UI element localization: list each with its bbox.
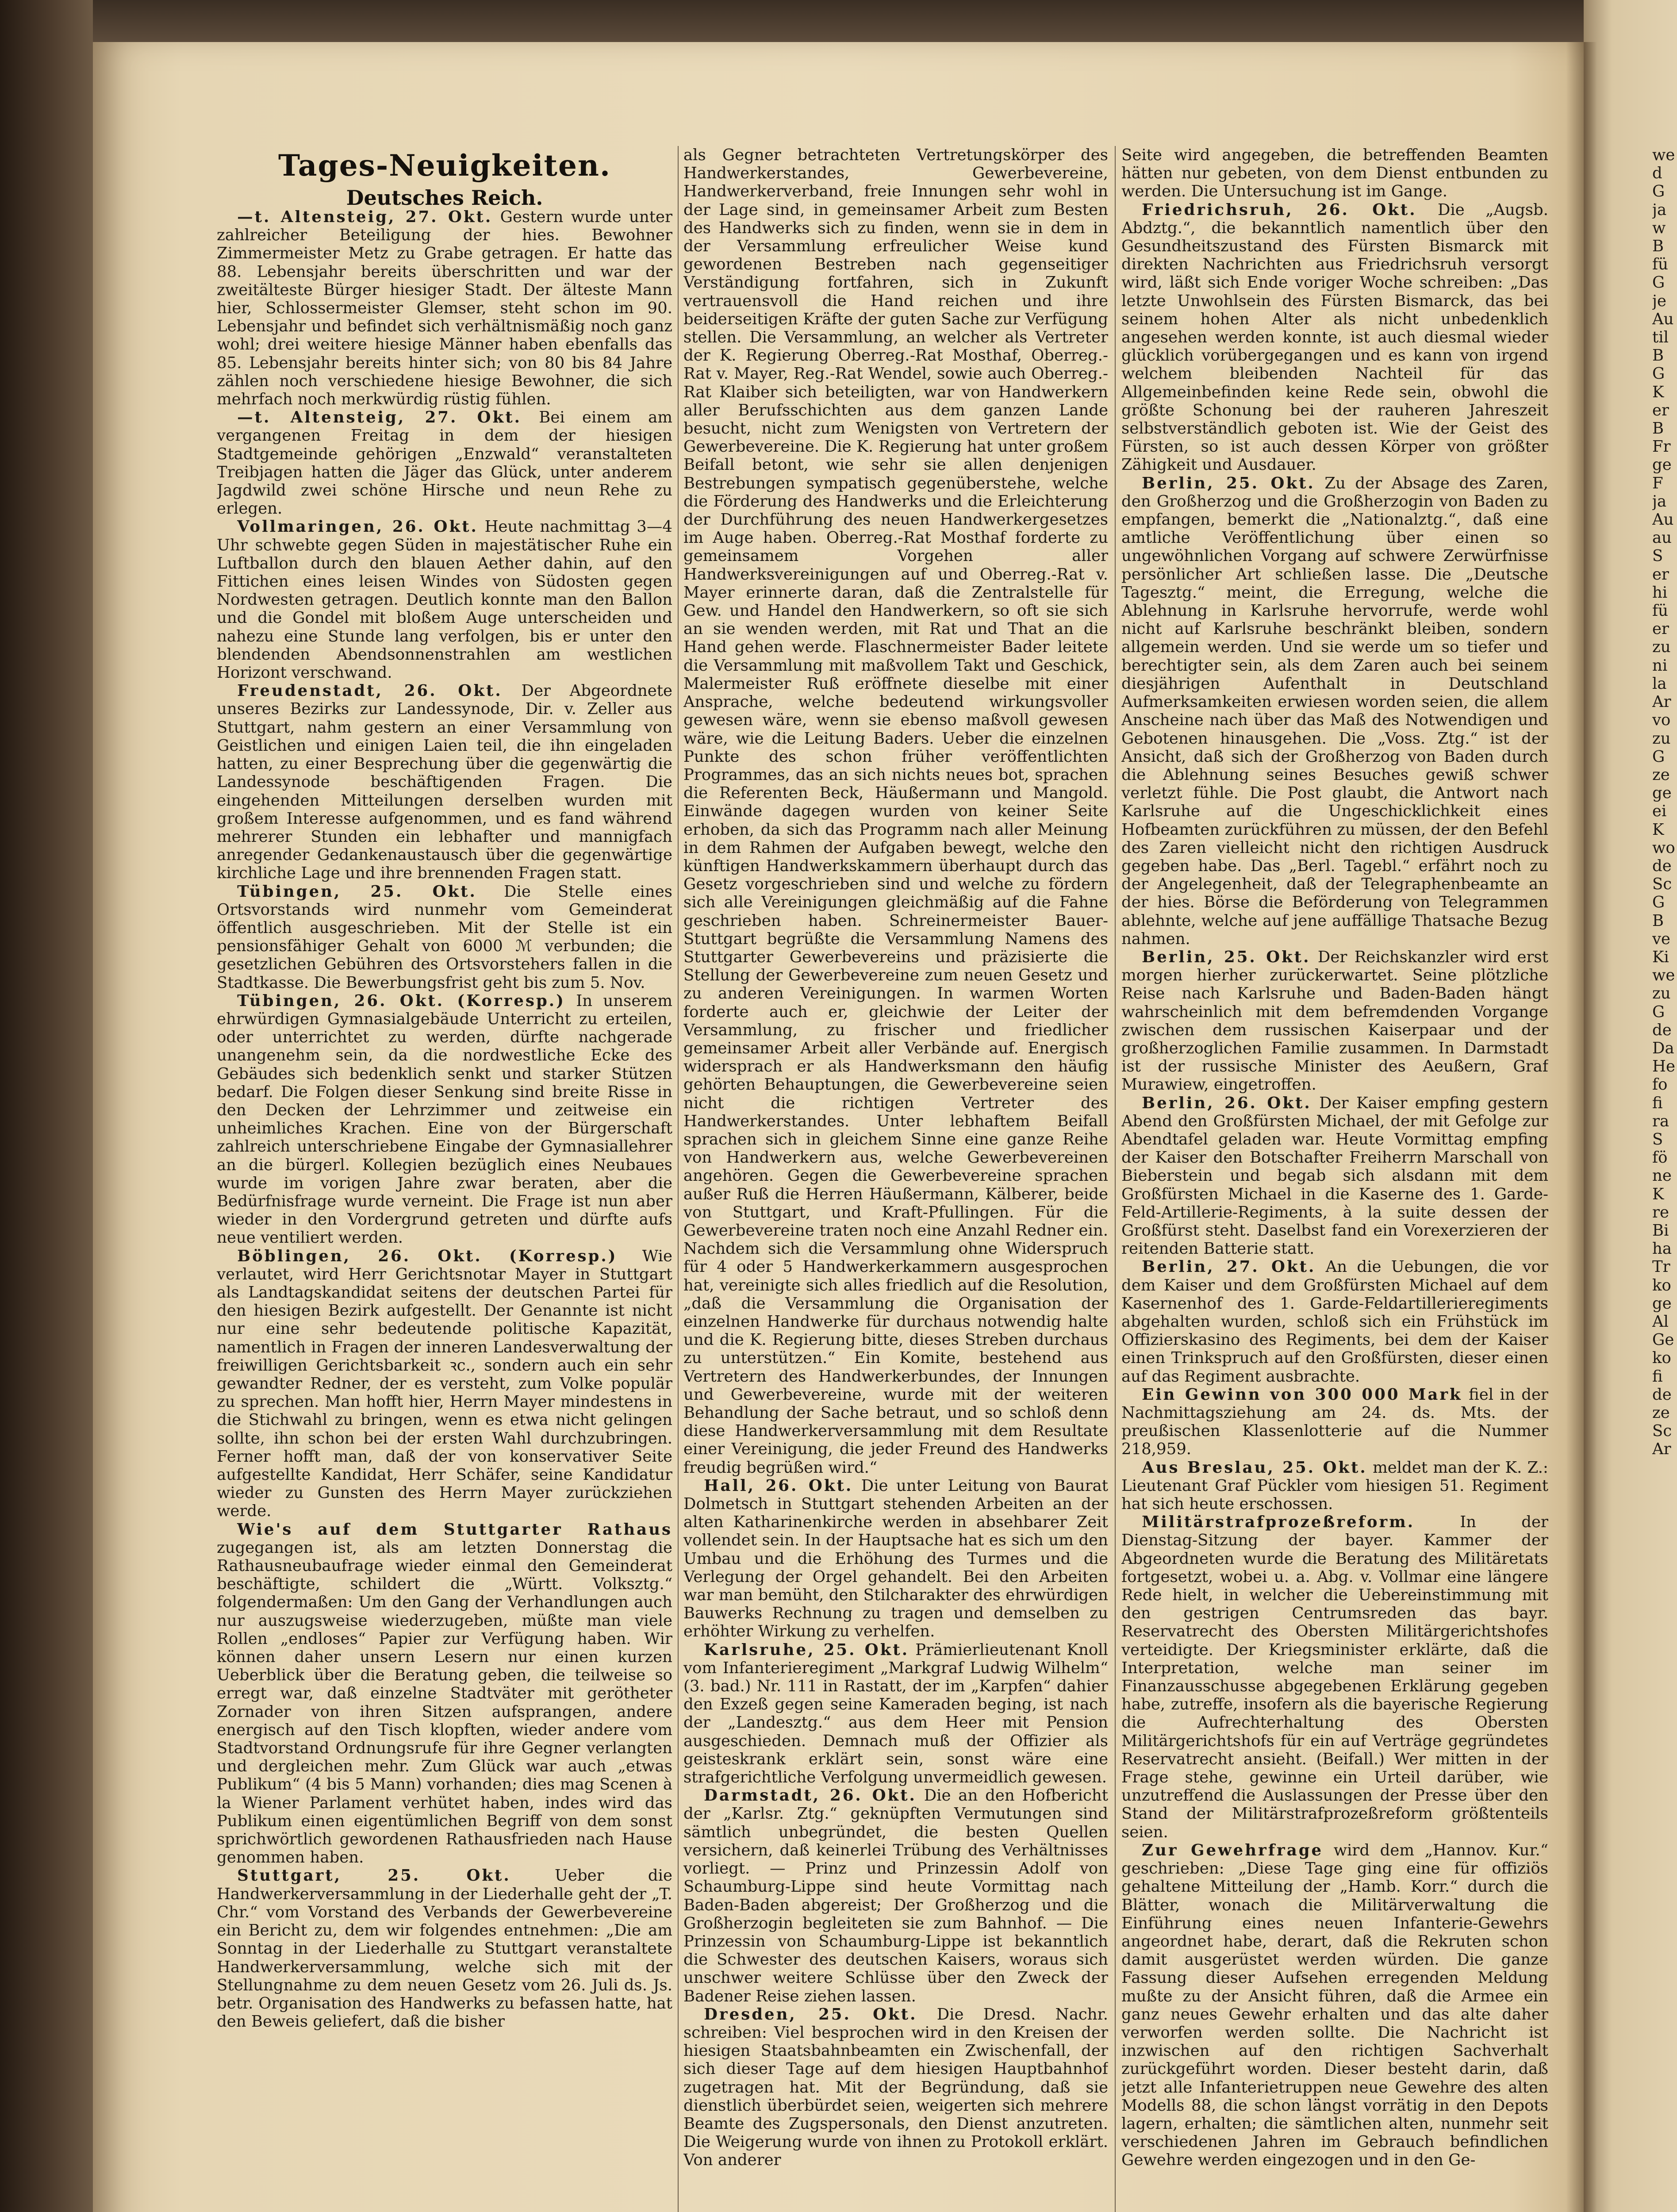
article-dateline: —t. Altensteig, 27. Okt.: [237, 208, 493, 226]
article-paragraph: [217, 208, 672, 408]
article-paragraph: [1121, 146, 1548, 201]
article-paragraph: [1121, 1459, 1548, 1513]
facing-page-line-fragment: G: [1652, 893, 1665, 912]
article-text: Der Kaiser empfing gestern Abend den Großfürsten Michael, der mit Gefolge zur Abendtafel geladen war. Heute Vormittag empfing der Kaiser den Botschafter Freiherrn Marschall von Bieberstein und begab sich alsdann mit dem Großfürsten Michael in die Kaserne des 1. Garde-Feld-Artillerie-Regiments, à la suite dessen der Großfürst steht. Daselbst fand ein Vorexerzieren der reitenden Batterie statt.: [1121, 1094, 1548, 1258]
facing-page-line-fragment: er: [1652, 620, 1669, 638]
article-paragraph: [217, 518, 672, 682]
facing-page-line-fragment: til: [1652, 328, 1669, 347]
column-3: [1121, 146, 1548, 2212]
facing-page-line-fragment: ge: [1652, 784, 1672, 803]
facing-page-line-fragment: er: [1652, 401, 1669, 419]
article-text: In der Dienstag-Sitzung der bayer. Kammer der Abgeordneten wurde die Beratung des Militäretats fortgesetzt, wobei u. a. Abg. v. Vollmar eine längere Rede hielt, in welcher die Uebereinstimmung mit den gestrigen Centrumsreden das bayr. Reservatrecht des Obersten Militärgerichtshofes verteidigte. Der Kriegsminister erklärte, daß die Interpretation, welche man seiner im Finanzausschusse abgegebenen Erklärung gegeben habe, zutreffe, insofern als die bayerische Regierung die Aufrechterhaltung des Obersten Militärgerichtshofs für ein auf Verträge gegründetes Reservatrecht ansieht. (Beifall.) Wer mitten in der Frage stehe, gewinne ein Urteil darüber, wie unzutreffend die Auslassungen der Presse über den Stand der Militärstrafprozeßreform größtenteils seien.: [1121, 1513, 1548, 1841]
article-paragraph: [1121, 1258, 1548, 1385]
facing-page-line-fragment: ko: [1652, 1276, 1671, 1294]
article-dateline: —t. Altensteig, 27. Okt.: [237, 408, 522, 427]
article-text: Der Reichskanzler wird erst morgen hierher zurückerwartet. Seine plötzliche Reise nach Karlsruhe und Baden-Baden hängt wahrscheinlich mit dem befremdenden Vorgange zwischen dem russischen Kaiserpaar und der großherzoglichen Familie zusammen. In Darmstadt ist der russische Minister des Aeußern, Graf Murawiew, eingetroffen.: [1121, 948, 1548, 1094]
facing-page-line-fragment: au: [1652, 529, 1672, 547]
facing-page-line-fragment: Bi: [1652, 1221, 1669, 1240]
facing-page-line-fragment: re: [1652, 1203, 1669, 1221]
article-text: Die an den Hofbericht der „Karlsr. Ztg.“ geknüpften Vermutungen sind sämtlich unbegründet, die besten Quellen versichern, daß keinerlei Trübung des Verhältnisses vorliegt. — Prinz und Prinzessin Adolf von Schaumburg-Lippe sind heute Vormittag nach Baden-Baden abgereist; Der Großherzog und die Großherzogin begleiteten sie zum Bahnhof. — Die Prinzessin von Schaumburg-Lippe ist bekanntlich die Schwester des deutschen Kaisers, woraus sich unschwer weitere Schlüsse über den Zweck der Badener Reise ziehen lassen.: [683, 1786, 1108, 2005]
article-dateline: Vollmaringen, 26. Okt.: [237, 518, 478, 536]
column-rule-1: [678, 146, 679, 2212]
book-binding-edge: [0, 0, 93, 2212]
article-paragraph: [217, 682, 672, 882]
article-text: Zu der Absage des Zaren, den Großherzog und die Großherzogin von Baden zu empfangen, bemerkt die „Nationalztg.“, daß eine amtliche Veröffentlichung über einen so ungewöhnlichen Vorgang auf schwere Zerwürfnisse persönlicher Art schließen lasse. Die „Deutsche Tagesztg.“ meint, die Erregung, welche die Ablehnung in Karlsruhe hervorrufe, werde wohl nicht auf Karlsruhe beschränkt bleiben, sondern allgemein werden. Und sie werde um so tiefer und berechtigter sein, als dem Zaren auch bei seinem diesjährigen Aufenthalt in Deutschland Aufmerksamkeiten erwiesen worden seien, die allem Anscheine nach über das Maß des Notwendigen und Gebotenen hinausgehen. Die „Voss. Ztg.“ ist der Ansicht, daß sich der Großherzog von Baden durch die Ablehnung seines Besuches gewiß schwer verletzt fühle. Die Post glaubt, die Antwort nach Karlsruhe auf die Ungeschicklichkeit eines Hofbeamten zurückführen zu müssen, der den Befehl des Zaren vielleicht nicht den richtigen Ausdruck gegeben habe. Das „Berl. Tagebl.“ erfährt noch zu der Angelegenheit, daß der Telegraphenbeamte an der hies. Börse die Beförderung von Telegrammen ablehnte, welche auf jene auffällige Thatsache Bezug nahmen.: [1121, 474, 1548, 948]
facing-page-line-fragment: de: [1652, 856, 1672, 875]
facing-page-line-fragment: fo: [1652, 1075, 1668, 1094]
article-paragraph: [217, 1866, 672, 2031]
facing-page-line-fragment: Al: [1652, 1313, 1669, 1331]
article-text: als Gegner betrachteten Vertretungskörper des Handwerkerstandes, Gewerbevereine, Handwerkerverband, freie Innungen sehr wohl in der Lage sind, in gemeinsamer Arbeit zum Besten des Handwerks sich zu finden, wenn sie in dem in der Versammlung erfreulicher Weise kund gewordenen Bestreben nach gegenseitiger Verständigung fortfahren, sich in Zukunft vertrauensvoll die Hand reichen und ihre beiderseitigen Kräfte der guten Sache zur Verfügung stellen. Die Versammlung, an welcher als Vertreter der K. Regierung Oberreg.-Rat Mosthaf, Oberreg.-Rat v. Mayer, Reg.-Rat Wendel, sowie auch Oberreg.-Rat Klaiber sich beteiligten, war von Handwerkern aller Berufsschichten aus dem ganzen Lande besucht, nicht zum Wenigsten von Vertretern der Gewerbevereine. Die K. Regierung hat unter großem Beifall betont, wie sehr sie allen denjenigen Bestrebungen sympatisch gegenüberstehe, welche die Förderung des Handwerks und die Erleichterung der Durchführung des neuen Handwerkergesetzes im Auge haben. Oberreg.-Rat Mosthaf forderte zu gemeinsamem Vorgehen aller Handwerksvereinigungen auf und Oberreg.-Rat v. Mayer erinnerte daran, daß die Zentralstelle für Gew. und Handel den Handwerkern, so oft sie sich an sie wenden werden, mit Rat und That an die Hand gehen werde. Flaschnermeister Bader leitete die Versammlung mit maßvollem Takt und Geschick, Malermeister Ruß eröffnete dieselbe mit einer Ansprache, welche bedeutend wirkungsvoller gewesen wäre, wenn sie ebenso maßvoll gewesen wäre, wie die Leitung Baders. Ueber die einzelnen Punkte des schon früher veröffentlichten Programmes, das an sich nichts neues bot, sprachen die Referenten Beck, Häußermann und Mangold. Einwände dagegen wurden von keiner Seite erhoben, da sich das Programm nach aller Meinung in dem Rahmen der Aufgaben bewegt, welche den künftigen Handwerkskammern überhaupt durch das Gesetz vorgeschrieben sind und welche zu fördern sich alle Vereinigungen gleichmäßig auf die Fahne geschrieben haben. Schreinermeister Bauer-Stuttgart begrüßte die Versammlung Namens des Stuttgarter Gewerbevereins und präzisierte die Stellung der Gewerbevereine zum neuen Gesetz und zu anderen Vereinigungen. In warmen Worten forderte auch er, gleichwie der Leiter der Versammlung, zu frischer und friedlicher gemeinsamer Arbeit aller Verbände auf. Energisch widersprach er als Handwerksmann den häufig gehörten Behauptungen, die Gewerbevereine seien nicht die richtigen Vertreter des Handwerkerstandes. Unter lebhaftem Beifall sprachen sich in gleichem Sinne eine ganze Reihe von Handwerkern aus, welche Gewerbevereinen angehören. Gegen die Gewerbevereine sprachen außer Ruß die Herren Häußermann, Kälberer, beide von Stuttgart, und Kraft-Pfullingen. Für die Gewerbevereine traten noch eine Anzahl Redner ein. Nachdem sich die Versammlung ohne Widerspruch für 4 oder 5 Handwerkerkammern ausgesprochen hat, vereinigte sich alles friedlich auf die Resolution, „daß die Versammlung die Organisation der einzelnen Handwerke für durchaus notwendig halte und die K. Regierung bitte, dieses Streben durchaus zu unterstützen.“ Ein Komite, bestehend aus Vertretern des Handwerkerbundes, der Innungen und Gewerbevereine, wurde mit der weiteren Behandlung der Sache betraut, und so schloß denn diese Handwerkerversammlung mit dem Resultate einer Vereinigung, die jeder Freund des Handwerks freudig begrüßen wird.“: [683, 146, 1108, 1477]
article-dateline: Ein Gewinn von 300 000 Mark: [1142, 1385, 1462, 1404]
facing-page-line-fragment: hi: [1652, 583, 1668, 602]
facing-page-line-fragment: wo: [1652, 838, 1675, 857]
column-2: [683, 146, 1108, 2212]
article-text: Gestern wurde unter zahlreicher Beteiligung der hies. Bewohner Zimmermeister Metz zu Grabe getragen. Er hatte das 88. Lebensjahr bereits überschritten und war der zweitälteste Bürger hiesiger Stadt. Der älteste Mann hier, Schlossermeister Glemser, steht schon im 90. Lebensjahr und befindet sich verhältnismäßig noch ganz wohl; drei weitere hiesige Männer haben ebenfalls das 85. Lebensjahr bereits hinter sich; von 80 bis 84 Jahre zählen noch verschiedene hiesige Bewohner, die sich mehrfach noch merkwürdig rüstig fühlen.: [217, 208, 672, 409]
facing-page-line-fragment: B: [1652, 911, 1664, 930]
facing-page-line-fragment: ge: [1652, 456, 1672, 474]
facing-page-line-fragment: w: [1652, 219, 1666, 237]
facing-page-line-fragment: zu: [1652, 638, 1671, 657]
article-dateline: Berlin, 25. Okt.: [1142, 474, 1315, 492]
article-paragraph: [1121, 1841, 1548, 2170]
facing-page-line-fragment: ja: [1652, 200, 1667, 219]
article-paragraph: [217, 883, 672, 992]
article-dateline: Berlin, 26. Okt.: [1142, 1094, 1312, 1112]
column-rule-2: [1115, 146, 1116, 2212]
facing-page-line-fragment: Ki: [1652, 948, 1669, 966]
facing-page-line-fragment: K: [1652, 383, 1664, 401]
facing-page-line-fragment: F: [1652, 474, 1663, 492]
section-heading: Tages-Neuigkeiten.: [278, 148, 611, 183]
article-text: Heute nachmittag 3—4 Uhr schwebte gegen Süden in majestätischer Ruhe ein Luftballon durch den blauen Aether dahin, auf den Fittichen eines leisen Windes von Südosten gegen Nordwesten getragen. Deutlich konnte man den Ballon und die Gondel mit bloßem Auge unterscheiden und nahezu eine Stunde lang verfolgen, bis er unter den blendenden Abendsonnenstrahlen am westlichen Horizont verschwand.: [217, 518, 672, 682]
facing-page-line-fragment: de: [1652, 1021, 1672, 1039]
facing-page-line-fragment: ha: [1652, 1240, 1672, 1258]
facing-page-line-fragment: ja: [1652, 492, 1667, 511]
article-text: meldet man der K. Z.: Lieutenant Graf Pückler vom hiesigen 51. Regiment hat sich heute erschossen.: [1121, 1458, 1548, 1513]
article-paragraph: [683, 1641, 1108, 1787]
article-paragraph: [683, 1477, 1108, 1641]
facing-page-line-fragment: we: [1652, 966, 1675, 985]
facing-page-line-fragment: ra: [1652, 1112, 1669, 1130]
facing-page-line-fragment: ve: [1652, 929, 1671, 948]
facing-page-line-fragment: d: [1652, 164, 1662, 183]
article-paragraph: [683, 1786, 1108, 2005]
facing-page-line-fragment: G: [1652, 747, 1665, 766]
article-paragraph: [1121, 1094, 1548, 1258]
facing-page-line-fragment: we: [1652, 146, 1675, 164]
article-text: Die unter Leitung von Baurat Dolmetsch in Stuttgart stehenden Arbeiten an der alten Katharinenkirche werden in absehbarer Zeit vollendet sein. In der Hauptsache hat es sich um den Umbau und die Erhöhung des Turmes und die Verlegung der Orgel gehandelt. Bei den Arbeiten war man bemüht, den Stilcharakter des ehrwürdigen Bauwerks Rechnung zu tragen und demselben zu erhöhter Wirkung zu verhelfen.: [683, 1476, 1108, 1641]
facing-page-line-fragment: G: [1652, 273, 1665, 292]
article-paragraph: [1121, 1513, 1548, 1841]
facing-page-line-fragment: ze: [1652, 765, 1670, 784]
page-gutter: [1566, 42, 1597, 2212]
facing-page-line-fragment: ze: [1652, 1404, 1670, 1422]
facing-page-line-fragment: zu: [1652, 729, 1671, 748]
article-dateline: Karlsruhe, 25. Okt.: [704, 1640, 909, 1659]
article-paragraph: [217, 1247, 672, 1521]
facing-page-line-fragment: B: [1652, 237, 1664, 256]
facing-page-line-fragment: Sc: [1652, 875, 1672, 894]
article-text: Die Stelle eines Ortsvorstands wird nunmehr vom Gemeinderat öffentlich ausgeschrieben. Mit der Stelle ist ein pensionsfähiger Gehalt von 6000 ℳ verbunden; die gesetzlichen Gebühren des Ortsvorstehers fallen in die Stadtkasse. Die Bewerbungsfrist geht bis zum 5. Nov.: [217, 882, 672, 992]
article-paragraph: [1121, 474, 1548, 948]
article-text: Seite wird angegeben, die betreffenden Beamten hätten nur gebeten, von dem Dienst entbunden zu werden. Die Untersuchung ist im Gange.: [1121, 146, 1548, 201]
article-text: Prämierlieutenant Knoll vom Infanterieregiment „Markgraf Ludwig Wilhelm“ (3. bad.) Nr. 111 in Rastatt, der im „Karpfen“ dahier den Exzeß gegen seine Kameraden beging, ist nach der „Landesztg.“ aus dem Heer mit Pension ausgeschieden. Demnach muß der Offizier als geisteskrank erklärt sein, sonst wäre eine strafgerichtliche Verfolgung unvermeidlich gewesen.: [683, 1640, 1108, 1787]
facing-page-line-fragment: B: [1652, 419, 1664, 438]
article-dateline: Tübingen, 26. Okt. (Korresp.): [237, 991, 565, 1010]
facing-page-line-fragment: G: [1652, 365, 1665, 383]
article-paragraph: [1121, 948, 1548, 1094]
article-paragraph: [683, 146, 1108, 1477]
article-paragraph: [217, 408, 672, 518]
article-paragraph: [683, 2005, 1108, 2170]
article-dateline: Stuttgart, 25. Okt.: [237, 1866, 511, 1885]
article-dateline: Wie's auf dem Stuttgarter Rathaus: [237, 1520, 672, 1539]
article-text: In unserem ehrwürdigen Gymnasialgebäude Unterricht zu erteilen, oder unterrichtet zu werden, dürfte nachgerade unangenehm sein, da die nordwestliche Ecke des Gebäudes sich bedenklich senkt und starker Stützen bedarf. Die Folgen dieser Senkung sind breite Risse in den Decken der Lehrzimmer und zeitweise ein unheimliches Krachen. Eine von der Bürgerschaft zahlreich unterschriebene Eingabe der Gymnasiallehrer an die bürgerl. Kollegien bezüglich eines Neubaues wurde im vorigen Jahre zwar beraten, aber die Bedürfnisfrage wurde verneint. Die Frage ist nun aber wieder in den Vordergrund getreten und dürfte aufs neue ventiliert werden.: [217, 991, 672, 1247]
facing-page-line-fragment: ne: [1652, 1167, 1672, 1185]
article-dateline: Freudenstadt, 26. Okt.: [237, 682, 503, 700]
article-dateline: Militärstrafprozeßreform.: [1142, 1513, 1415, 1532]
facing-page-line-fragment: Au: [1652, 310, 1674, 328]
article-paragraph: [217, 992, 672, 1247]
article-paragraph: [217, 1521, 672, 1867]
article-text: zugegangen ist, als am letzten Donnerstag die Rathausneubaufrage wieder einmal den Gemeinderat beschäftigte, schildert die „Württ. Volksztg.“ folgendermaßen: Um den Gang der Verhandlungen auch nur auszugsweise wiederzugeben, müßte man viele Rollen „endloses“ Papier zur Verfügung haben. Wir können daher unsern Lesern nur einen kurzen Ueberblick über die Beratung geben, die teilweise so erregt war, daß einzelne Stadtväter mit gerötheter Zornader von ihren Sitzen aufsprangen, andere energisch auf den Tisch klopften, wieder andere vom Stadtvorstand Ordnungsrufe für ihre Gegner verlangten und dergleichen mehr. Zum Glück war auch „etwas Publikum“ (4 bis 5 Mann) vorhanden; dies mag Scenen à la Wiener Parlament verhütet haben, indes wird das Publikum einen eigentümlichen Begriff von dem sonst sprichwörtlich gewordenen Rathausfrieden nach Hause genommen haben.: [217, 1538, 672, 1867]
article-dateline: Hall, 26. Okt.: [704, 1476, 853, 1495]
article-dateline: Berlin, 27. Okt.: [1142, 1258, 1316, 1276]
facing-page-line-fragment: la: [1652, 674, 1667, 693]
article-text: wird dem „Hannov. Kur.“ geschrieben: „Diese Tage ging eine für offiziös gehaltene Mitteilung der „Hamb. Korr.“ durch die Blätter, wonach die Militärverwaltung die Einführung eines neuen Infanterie-Gewehrs angeordnet habe, derart, daß die Rekruten schon damit ausgerüstet werden würden. Die ganze Fassung dieser Aufsehen erregenden Meldung mußte zu der Ansicht führen, daß die Armee ein ganz neues Gewehr erhalten und das alte daher verworfen werden sollte. Die Nachricht ist inzwischen auf den richtigen Sachverhalt zurückgeführt worden. Dieser besteht darin, daß jetzt alle Infanterietruppen neue Gewehre des alten Modells 88, die schon längst vorrätig in den Depots lagern, erhalten; die sämtlichen alten, nunmehr seit verschiedenen Jahren im Gebrauch befindlichen Gewehre werden eingezogen und in den Ge-: [1121, 1841, 1548, 2170]
facing-page-line-fragment: B: [1652, 346, 1664, 365]
article-text: An die Uebungen, die vor dem Kaiser und dem Großfürsten Michael auf dem Kasernenhof des 1. Garde-Feldartillerieregiments abgehalten wurden, schloß sich ein Frühstück im Offizierskasino des Regiments, bei dem der Kaiser einen Trinkspruch auf den Großfürsten, dieser einen auf das Regiment ausbrachte.: [1121, 1258, 1548, 1386]
facing-page-line-fragment: fü: [1652, 255, 1669, 274]
facing-page-line-fragment: Fr: [1652, 438, 1671, 456]
facing-page-line-fragment: Sc: [1652, 1422, 1672, 1440]
article-text: Die „Augsb. Abdztg.“, die bekanntlich namentlich über den Gesundheitszustand des Fürsten Bismarck mit direkten Nachrichten aus Friedrichsruh versorgt wird, läßt sich Ende voriger Woche schreiben: „Das letzte Unwohlsein des Fürsten Bismarck, das bei seinem hohen Alter als nicht unbedenklich angesehen werden konnte, ist auch diesmal wieder glücklich vorübergegangen und es kann von irgend welchem bleibenden Nachteil für das Allgemeinbefinden keine Rede sein, obwohl die größte Schonung bei der rauheren Jahreszeit selbstverständlich geboten ist. Wie der Geist des Fürsten, so ist auch dessen Körper von größter Zähigkeit und Ausdauer.: [1121, 200, 1548, 474]
article-dateline: Zur Gewehrfrage: [1142, 1841, 1324, 1859]
book-top-edge: [93, 0, 1677, 42]
facing-page-line-fragment: zu: [1652, 984, 1671, 1003]
facing-page-text-fragments: [1652, 146, 1677, 2212]
facing-page-line-fragment: S: [1652, 547, 1663, 565]
facing-page-line-fragment: K: [1652, 820, 1664, 839]
facing-page-line-fragment: S: [1652, 1130, 1663, 1148]
facing-page-line-fragment: K: [1652, 1185, 1664, 1203]
facing-page-line-fragment: er: [1652, 565, 1669, 584]
article-text: Der Abgeordnete unseres Bezirks zur Landessynode, Dir. v. Zeller aus Stuttgart, nahm gestern an einer Versammlung von Geistlichen und einigen Laien teil, die ihn eingeladen hatten, zu einer Besprechung über die gegenwärtig die Landessynode beschäftigenden Fragen. Die eingehenden Mitteilungen derselben wurden mit großem Interesse aufgenommen, und es fand während mehrerer Stunden ein lebhafter und mannigfach anregender Gedankenaustausch über die gegenwärtige kirchliche Lage und ihre brennenden Fragen statt.: [217, 682, 672, 883]
article-text: Ueber die Handwerkerversammlung in der Liederhalle geht der „T. Chr.“ vom Vorstand des Verbands der Gewerbevereine ein Bericht zu, dem wir folgendes entnehmen: „Die am Sonntag in der Liederhalle zu Stuttgart veranstaltete Handwerkerversammlung, welche sich mit der Stellungnahme zu dem neuen Gesetz vom 26. Juli ds. Js. betr. Organisation des Handwerks zu befassen hatte, hat den Beweis geliefert, daß die bisher: [217, 1866, 672, 2031]
article-dateline: Aus Breslau, 25. Okt.: [1142, 1458, 1367, 1477]
article-text: Wie verlautet, wird Herr Gerichtsnotar Mayer in Stuttgart als Landtagskandidat seitens der deutschen Partei für den hiesigen Bezirk aufgestellt. Der Genannte ist nicht nur eine sehr bedeutende politische Kapazität, namentlich in Fragen der inneren Landesverwaltung der freiwilligen Gerichtsbarkeit ꝛc., sondern auch ein sehr gewandter Redner, der es versteht, zum Volke populär zu sprechen. Man hofft hier, Herrn Mayer mindestens in die Stichwahl zu bringen, wenn es etwa nicht gelingen sollte, ihn schon bei der ersten Wahl durchzubringen. Ferner hofft man, daß der von konservativer Seite aufgestellte Kandidat, Herr Schäfer, seine Kandidatur wieder zu Gunsten des Herrn Mayer zurückziehen werde.: [217, 1247, 672, 1521]
facing-page-line-fragment: Au: [1652, 511, 1674, 529]
facing-page-line-fragment: vo: [1652, 711, 1671, 730]
facing-page-line-fragment: ni: [1652, 656, 1668, 675]
facing-page-line-fragment: ei: [1652, 802, 1667, 821]
facing-page-line-fragment: Ar: [1652, 1440, 1671, 1459]
facing-page-line-fragment: fi: [1652, 1094, 1663, 1112]
article-paragraph: [1121, 1386, 1548, 1459]
article-text: Bei einem am vergangenen Freitag in dem der hiesigen Stadtgemeinde gehörigen „Enzwald“ veranstalteten Treibjagen hatten die Jäger das Glück, unter anderem Jagdwild zwei schöne Hirsche und neun Rehe zu erlegen.: [217, 408, 672, 518]
article-paragraph: [1121, 201, 1548, 474]
facing-page-line-fragment: fi: [1652, 1367, 1663, 1386]
article-dateline: Böblingen, 26. Okt. (Korresp.): [237, 1247, 618, 1265]
article-text: Die Dresd. Nachr. schreiben: Viel besprochen wird in den Kreisen der hiesigen Staatsbahnbeamten ein Zwischenfall, der sich dieser Tage auf dem hiesigen Hauptbahnhof zugetragen hat. Mit der Begründung, daß sie dienstlich überbürdet seien, weigerten sich mehrere Beamte des Zugspersonals, den Dienst anzutreten. Die Weigerung wurde von ihnen zu Protokoll erklärt. Von anderer: [683, 2005, 1108, 2170]
facing-page-line-fragment: Ar: [1652, 693, 1671, 711]
article-text: fiel in der Nachmittagsziehung am 24. ds. Mts. der preußischen Klassenlotterie auf die Nummer 218,959.: [1121, 1385, 1548, 1459]
facing-page-line-fragment: He: [1652, 1057, 1675, 1076]
article-dateline: Darmstadt, 26. Okt.: [704, 1786, 917, 1805]
article-dateline: Dresden, 25. Okt.: [704, 2005, 917, 2024]
facing-page-line-fragment: ge: [1652, 1294, 1672, 1313]
facing-page-line-fragment: de: [1652, 1385, 1672, 1404]
facing-page-line-fragment: je: [1652, 292, 1667, 310]
section-subheading: Deutsches Reich.: [346, 186, 543, 210]
facing-page-line-fragment: Tr: [1652, 1258, 1670, 1276]
facing-page-line-fragment: ko: [1652, 1349, 1671, 1367]
column-1: [217, 208, 672, 2212]
facing-page-line-fragment: fü: [1652, 602, 1669, 620]
facing-page-line-fragment: G: [1652, 1002, 1665, 1021]
facing-page-line-fragment: Ge: [1652, 1331, 1674, 1349]
article-dateline: Berlin, 25. Okt.: [1142, 948, 1311, 966]
article-dateline: Tübingen, 25. Okt.: [237, 882, 477, 901]
facing-page-line-fragment: fö: [1652, 1148, 1668, 1167]
facing-page-line-fragment: G: [1652, 182, 1665, 201]
facing-page-line-fragment: Da: [1652, 1039, 1674, 1057]
article-dateline: Friedrichsruh, 26. Okt.: [1142, 200, 1417, 219]
